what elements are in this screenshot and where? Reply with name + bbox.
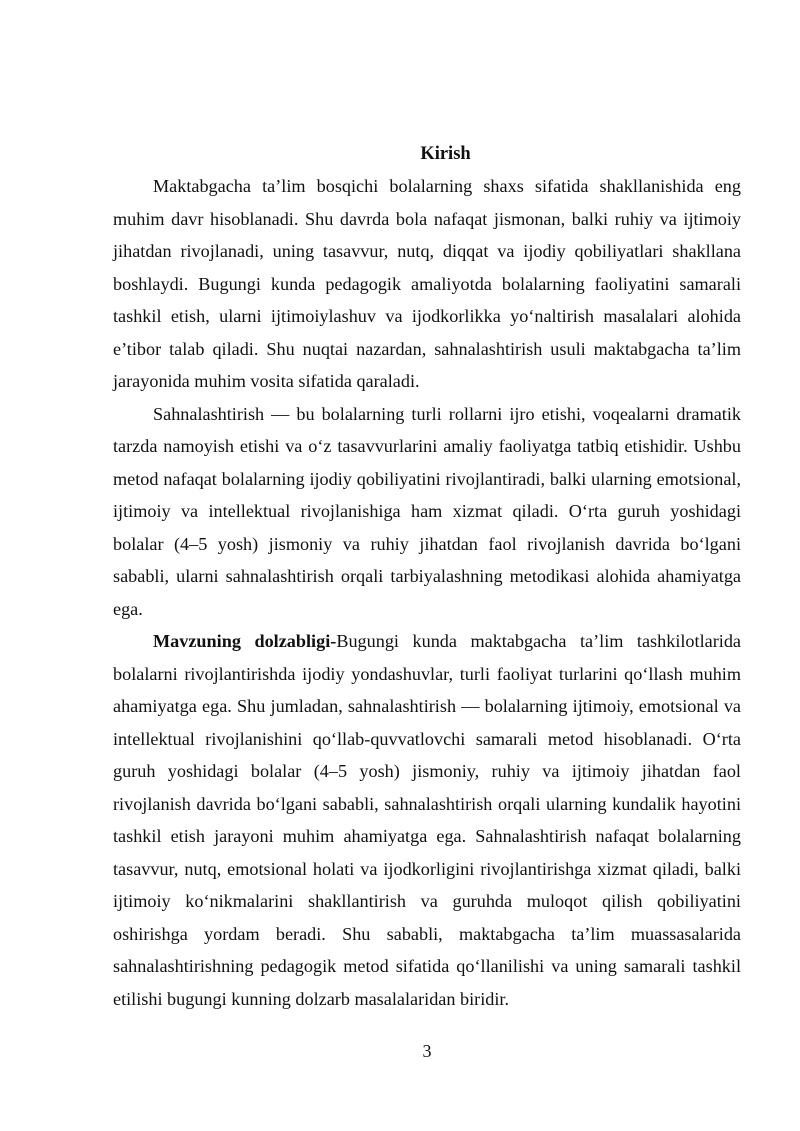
- section-heading: Kirish: [420, 144, 471, 164]
- paragraph-text: Maktabgacha ta’lim bosqichi bolalarning shaxs sifatida shakllanishida eng muhim davr hisoblanadi. Shu davrda bola nafaqat jismonan, balki ruhiy va ijtimoiy jihatdan rivojlanadi, uning tasavvur, nutq, diqqat va ijodiy qobiliyatlari shakllana boshlaydi. Bugungi kunda pedagogik amaliyotda bolalarning faoliyatini samarali tashkil etish, ularni ijtimoiylashuv va ijodkorlikka yo‘naltirish masalalari alohida e’tibor talab qiladi. Shu nuqtai nazardan, sahnalashtirish usuli maktabgacha ta’lim jarayonida muhim vosita sifatida qaraladi.: [113, 176, 741, 391]
- page-number: 3: [422, 1041, 432, 1061]
- paragraph-text: Bugungi kunda maktabgacha ta’lim tashkilotlarida bolalarni rivojlantirishda ijodiy yondashuvlar, turli faoliyat turlarini qo‘llash muhim ahamiyatga ega. Shu jumladan, sahnalashtirish — bolalarning ijtimoiy, emotsional va intellektual rivojlanishini qo‘llab-quvvatlovchi samarali metod hisoblanadi. O‘rta guruh yoshidagi bolalar (4–5 yosh) jismoniy, ruhiy va ijtimoiy jihatdan faol rivojlanish davrida bo‘lgani sababli, sahnalashtirish orqali ularning kundalik hayotini tashkil etish jarayoni muhim ahamiyatga ega. Sahnalashtirish nafaqat bolalarning tasavvur, nutq, emotsional holati va ijodkorligini rivojlantirishga xizmat qiladi, balki ijtimoiy ko‘nikmalarini shakllantirish va guruhda muloqot qilish qobiliyatini oshirishga yordam beradi. Shu sababli, maktabgacha ta’lim muassasalarida sahnalashtirishning pedagogik metod sifatida qo‘llanilishi va uning samarali tashkil etilishi bugungi kunning dolzarb masalalaridan biridir.: [113, 631, 741, 1009]
- paragraph-topic-relevance: [113, 625, 741, 1015]
- paragraph-staging-definition: [113, 398, 741, 626]
- paragraph-lead: Mavzuning dolzabligi-: [153, 631, 337, 651]
- paragraph-introduction: [113, 170, 741, 398]
- document-body: [113, 170, 741, 1015]
- paragraph-text: Sahnalashtirish — bu bolalarning turli rollarni ijro etishi, voqealarni dramatik tarzda namoyish etishi va o‘z tasavvurlarini amaliy faoliyatga tatbiq etishidir. Ushbu metod nafaqat bolalarning ijodiy qobiliyatini rivojlantiradi, balki ularning emotsional, ijtimoiy va intellektual rivojlanishiga ham xizmat qiladi. O‘rta guruh yoshidagi bolalar (4–5 yosh) jismoniy va ruhiy jihatdan faol rivojlanish davrida bo‘lgani sababli, ularni sahnalashtirish orqali tarbiyalashning metodikasi alohida ahamiyatga ega.: [113, 403, 741, 619]
